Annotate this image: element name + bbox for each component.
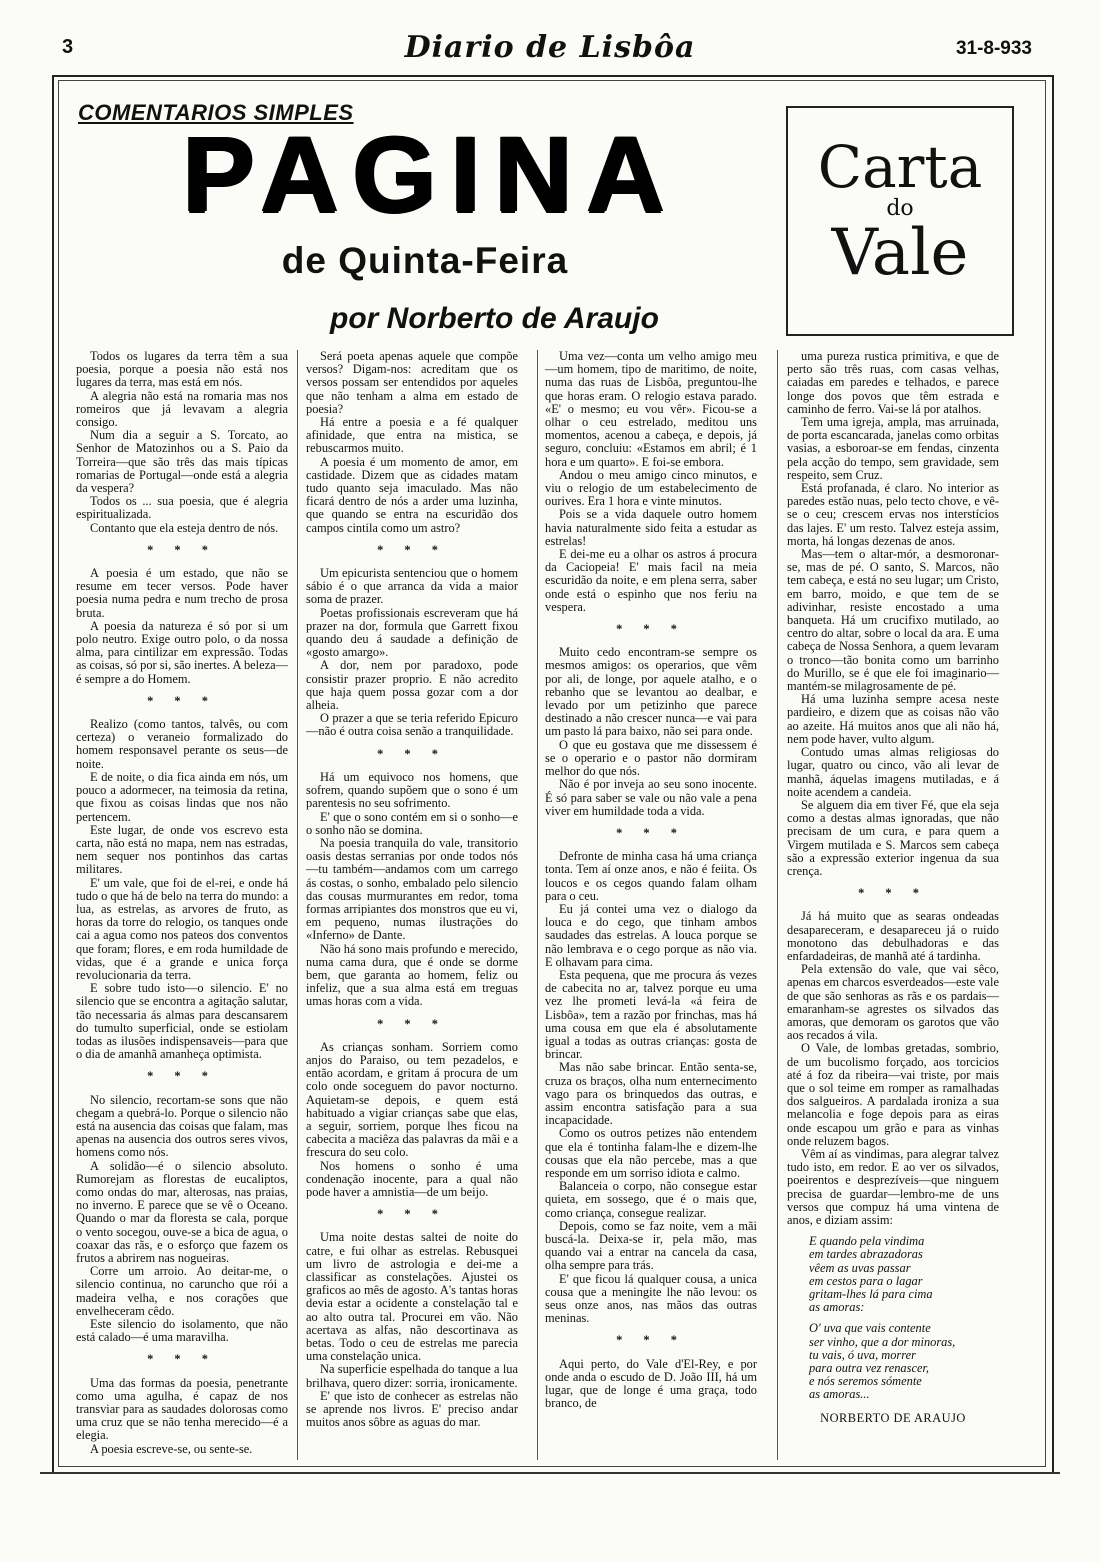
paragraph: E' um vale, que foi de el-rei, e onde há tudo o que há de belo na terra do mundo: a lua, as estrelas, as arvores de fruto, as horas da torre do relogio, os tanques onde cai a agua como nos pateos dos conventos que foram; flores, e em roda humildade de vidas, que é a grande e unica força revolucionaria da terra. [76,875,288,982]
paragraph: uma pureza rustica primitiva, e que de perto são três ruas, com casas velhas, caiadas em paredes e telhados, e parece longe dos povos que têm estrada e caminho de ferro. Vai-se lá por atalhos. [787,349,999,416]
paragraph: Eu já contei uma vez o dialogo da louca e do cego, que tinham ambos saudades das estrelas. A louca porque se não lembrava e o cego porque as não via. E olhavam para cima. [545,901,757,969]
column-divider [537,350,538,1460]
paragraph: Vêm aí as vindimas, para alegrar talvez tudo isto, em redor. E ao ver os silvados, poeirentos e desprezíveis—que ninguem precisa de guardar—lembro-me de uns versos que compuz há uma vintena de anos, e diziam assim: [787,1146,999,1227]
paragraph: Já há muito que as searas ondeadas desapareceram, e desapareceu já o ruido monotono das debulhadoras e das enfardadeiras, de manhã até á tardinha. [787,909,999,963]
paragraph: Defronte de minha casa há uma criança tonta. Tem aí onze anos, e não é feiita. Os loucos e os cegos quando falam olham para o ceu. [545,849,757,903]
paragraph: Poetas profissionais escreveram que há prazer na dor, formula que Garrett fixou quando deu á saudade a definição de «gosto amargo». [306,605,518,660]
section-separator: * * * [377,542,447,557]
paragraph: Andou o meu amigo cinco minutos, e viu o relogio de um estabelecimento de ourives. Era 1 hora e vinte minutos. [545,467,757,509]
paragraph: Nos homens o sonho é uma condenação inocente, para a qual não pode haver a amnistia—de um beijo. [306,1158,518,1199]
paragraph: Há uma luzinha sempre acesa neste pardieiro, e dizem que as coisas não vão ao azeite. Há muitos anos que ali não há, nem pode haver, vulto algum. [787,692,999,746]
carta-do-vale-box [786,106,1014,336]
issue-date: 31-8-933 [955,38,1032,59]
paragraph: Pela extensão do vale, que vai sêco, apenas em charcos esverdeados—este vale de que são senhoras as rãs e os pardais—emaranham-se agrestes os silvados das amoras, que demoram os garotos que vão aos recados á vila. [787,962,999,1043]
paragraph: E' que isto de conhecer as estrelas não se aprende nos livros. E' preciso andar muitos anos sôbre as aguas do mar. [306,1388,518,1430]
article-column-1 [76,350,288,1456]
newspaper-title: Diario de Lisbôa [404,30,696,65]
paragraph: Todos os lugares da terra têm a sua poesia, porque a poesia não está nos lugares da terra, mas está em nós. [76,349,288,390]
paragraph: Uma vez—conta um velho amigo meu—um homem, tipo de maritimo, de noite, numa das ruas de Lisbôa, preguntou-lhe que horas eram. O relogio estava parado. «E' o mesmo; eu vou vêr». Ficou-se a olhar o ceu estrelado, meditou uns momentos, acenou a cabeça, e depois, já seguro, concluiu: «Estamos em abril; é 1 hora e um quarto». E foi-se embora. [545,349,757,469]
section-separator: * * * [377,1207,447,1222]
column-divider [297,350,298,1460]
paragraph: Corre um arroio. Ao deitar-me, o silencio continua, no caruncho que rói a madeira velha, e nos corações que envelheceram cêdo. [76,1264,288,1318]
article-column-2 [306,350,518,1429]
masthead [0,0,1100,72]
article-column-4 [787,350,999,1425]
paragraph: No silencio, recortam-se sons que não chegam a quebrá-lo. Porque o silencio não está na ausencia das coisas que falam, mas apenas na ausencia dos outros seres vivos, homens como nós. [76,1092,288,1160]
section-separator: * * * [147,542,217,557]
section-separator: * * * [616,622,686,637]
paragraph: Num dia a seguir a S. Torcato, ao Senhor de Matozinhos ou a S. Paio da Torreira—que são três das mais típicas romarias de Portugal—onde está a alegria da vespera? [76,428,288,496]
paragraph: E' que ficou lá qualquer cousa, a unica cousa que a meningite lhe não levou: os seus onze anos, nas mãos das outras meninas. [545,1271,757,1326]
carta-title-line3: Vale [831,216,969,290]
poem-stanza: O' uva que vais contente ser vinho, que a dor minoras, tu vais, ó uva, morrer para outra vez renascer, e nós seremos sómente as amoras... [809,1321,956,1402]
paragraph: Está profanada, é claro. No interior as paredes estão nuas, pelo tecto chove, e vê-se o ceu; crescem ervas nos interstícios das lajes. E' um resto. Talvez esteja assim, morta, há longas dezenas de anos. [787,481,999,548]
byline: por Norberto de Araujo [330,302,659,335]
section-label: COMENTARIOS SIMPLES [78,100,354,125]
carta-title-line2: do [886,196,914,221]
paragraph: A alegria não está na romaria mas nos romeiros que já levavam a alegria consigo. [76,388,288,430]
paragraph: Uma das formas da poesia, penetrante como uma agulha, é capaz de nos transviar para as saudades dolorosas como uma cruz que se não tenha merecido—é a elegia. [76,1375,288,1443]
paragraph: Depois, como se faz noite, vem a mãi buscá-la. Deixa-se ir, pela mão, mas quando vai a entrar na cancela da casa, olha sempre para trás. [545,1218,757,1273]
paragraph: Não é por inveja ao seu sono inocente. É só para saber se vale ou não vale a pena viver em humildade toda a vida. [545,777,757,818]
paragraph: Balanceia o corpo, não consegue estar quieta, em sossego, que é o mais que, como criança, consegue realizar. [545,1179,757,1220]
paragraph: O Vale, de lombas gretadas, sombrio, de um bucolismo forçado, aos torcicios até á foz da ribeira—vai triste, por mais que o sol teime em romper as ramalhadas dos salgueiros. A pardalada ironiza a sua melancolia e foge depois para as eiras onde escapou um grão e para as vinhas onde reluzem bagos. [787,1041,999,1148]
paragraph: As crianças sonham. Sorriem como anjos do Paraiso, ou tem pezadelos, e então acordam, e gritam á procura de um colo onde soceguem do pavor nocturno. Aquietam-se depois, e quem está habituado a vigiar crianças sabe que elas, a seguir, sorriem, porque lhes ficou na cabecita a maciêza das palavras da mãi e a frescura do seu colo. [306,1039,518,1160]
paragraph: Não há sono mais profundo e merecido, numa cama dura, que é onde se dorme bem, que garanta ao homem, feliz ou infeliz, que a sua alma está em treguas umas horas com a vida. [306,941,518,1009]
paragraph: A poesia é um momento de amor, em castidade. Dizem que as cidades matam tudo quanto seja imaculado. Mas não ficará dentro de nós a arder uma luzinha, que quando se entra na escuridão dos campos cintila como um astro? [306,454,518,535]
paragraph: Todos os ... sua poesia, que é alegria espiritualizada. [76,494,288,522]
section-separator: * * * [147,1352,217,1367]
paragraph: Muito cedo encontram-se sempre os mesmos amigos: os operarios, que vêm por ali, de longe, por aquele atalho, e o rebanho que se levantou ao dealbar, e levado por um petizinho que parece destinado a não crescer nunca—e vai para um pasto lá para baixo, não sei para onde. [545,645,757,739]
paragraph: Pois se a vida daquele outro homem havia naturalmente sido feita a estudar as estrelas! [545,507,757,548]
section-separator: * * * [147,693,217,708]
subheadline: de Quinta-Feira [281,240,569,281]
section-separator: * * * [377,746,447,761]
paragraph: Este lugar, de onde vos escrevo esta carta, não está no mapa, nem nas estradas, nem sequer nos pontinhos das cartas militares. [76,822,288,877]
paragraph: E' que o sono contém em si o sonho—e o sonho não se domina. [306,809,518,837]
paragraph: O prazer a que se teria referido Epicuro—não é outra coisa senão a tranquilidade. [306,711,518,739]
paragraph: Contudo umas almas religiosas do lugar, quatro ou cinco, vão ali levar de manhã, áquelas imagens mutiladas, e á noite acendem a candeia. [787,745,999,799]
paragraph: Tem uma igreja, ampla, mas arruinada, de porta escancarada, janelas como orbitas vasias, a esboroar-se em fendas, cinzenta pela acção do tempo, sem gravidade, sem respeito, sem Cruz. [787,415,999,482]
paragraph: Se alguem dia em tiver Fé, que ela seja como a destas almas ignoradas, que não precisam de um cura, e para quem a Virgem mutilada e S. Marcos sem cabeça são a expressão exterior ingenua da sua crença. [787,797,999,878]
paragraph: Contanto que ela esteja dentro de nós. [90,520,279,535]
page-number: 3 [62,36,74,58]
paragraph: A solidão—é o silencio absoluto. Rumorejam as florestas de eucaliptos, como ondas do mar, alterosas, nas praias, no inverno. E parece que se vê o Oceano. Quando o mar da floresta se cala, porque o vento socegou, ouve-se a bica de agua, o coaxar das rãs, e o esforço que fazem os frutos a abrirem nas nogueiras. [76,1158,288,1265]
paragraph: Aqui perto, do Vale d'El-Rey, e por onde anda o escudo de D. João III, há um lugar, que de longe é uma graça, todo branco, de [545,1356,757,1411]
poem-stanza: E quando pela vindima em tardes abrazadoras vêem as uvas passar em cestos para o lagar gritam-lhes lá para cima as amoras: [809,1234,933,1315]
paragraph: Este silencio do isolamento, que não está calado—é uma maravilha. [76,1317,288,1345]
carta-title-line1: Carta [817,133,983,201]
headline: PAGINA [181,113,678,234]
paragraph: Um epicurista sentenciou que o homem sábio é o que arranca da vida a maior soma de prazer. [306,566,518,607]
article-column-3 [545,350,757,1410]
paragraph: Há entre a poesia e a fé qualquer afinidade, que entra na mistica, se rebuscarmos muito. [306,415,518,456]
bottom-rule [40,1472,1060,1474]
paragraph: Na poesia tranquila do vale, transitorio oasis destas serranias por onde todos nós—tu também—andamos com um carrego ás costas, o sonho, embalado pelo silencio das cousas murmurantes em redor, toma formas arripiantes dos monstros que eu vi, em pequeno, numas ilustrações do «Inferno» de Dante. [306,835,518,943]
paragraph: Mas não sabe brincar. Então senta-se, cruza os braços, olha num enternecimento vago para os brinquedos das outras, e assim encontra satisfação para a sua incapacidade. [545,1060,757,1128]
section-separator: * * * [616,825,686,840]
paragraph: Esta pequena, que me procura ás vezes de cabecita no ar, talvez porque eu uma vez lhe prometi levá-la «á feira de Lisbôa», tem a razão por frinchas, mas há uma cousa em que ela é absolutamente igual a todas as outras crianças: gosta de brincar. [545,967,757,1062]
section-separator: * * * [377,1016,447,1031]
paragraph: Mas—tem o altar-mór, a desmoronar-se, mas de pé. O santo, S. Marcos, não tem cabeça, e está no seu lugar; um Cristo, em barro, moido, e que tem de se adivinhar, resiste encostado a uma banqueta. Há um crucifixo mutilado, ao centro do altar, sobre o local da ara. E uma cabeça de Nossa Senhora, a quem levaram o tronco—tão bonita como um barrinho do Murillo, se é que ele foi imaginario—mantém-se milagrosamente de pé. [787,547,999,694]
paragraph: Uma noite destas saltei de noite do catre, e fui olhar as estrelas. Rebusquei um livro de astrologia e dei-me a classificar as constelações. Ajustei os graficos ao mês de agosto. A's tantas horas devia estar a ocidente a constelação tal e ao alto outra tal. Procurei em vão. Não acertava as alfas, não descortinava as betas. Todo o ceu de estrelas me parecia uma constelação unica. [306,1230,518,1364]
author-signature: NORBERTO DE ARAUJO [820,1410,966,1425]
section-separator: * * * [616,1333,686,1348]
paragraph: E dei-me eu a olhar os astros á procura da Caciopeia! E' mais facil na meia escuridão da noite, e em plena serra, saber onde está o espinho que nos feriu na vespera. [545,547,757,614]
paragraph: A dor, nem por paradoxo, pode consistir prazer proprio. E não acredito que haja quem possa gozar com a dor alheia. [306,658,518,713]
paragraph: A poesia é um estado, que não se resume em tecer versos. Pode haver poesia numa pedra e num trecho de prosa bruta. [76,566,288,620]
section-separator: * * * [858,886,928,901]
paragraph: Na superficie espelhada do tanque a lua brilhava, quero dizer: sorria, ironicamente. [306,1362,518,1390]
paragraph: A poesia da natureza é só por si um polo neutro. Exige outro polo, o da nossa alma, para cintilizar em expressão. Todas as coisas, só por si, são inertes. A beleza—é sempre a do Homem. [76,618,288,686]
paragraph: Há um equivoco nos homens, que sofrem, quando supõem que o sono é um parentesis no seu sofrimento. [306,769,518,811]
paragraph: E sobre tudo isto—o silencio. E' no silencio que se encontra a agitação salutar, tão necessaria ás almas para descansarem do tumulto superficial, onde se estiolam todas as ilusões indispensaveis—para que o dia de amanhã amanheça optimista. [76,981,288,1062]
paragraph: E de noite, o dia fica ainda em nós, um pouco a adormecer, na teimosia da retina, que fixou as coisas lindas que nos não pertencem. [76,769,288,824]
paragraph: O que eu gostava que me dissessem é se o operario e o pastor não dormiram melhor do que nós. [545,737,757,779]
paragraph: Será poeta apenas aquele que compõe versos? Digam-nos: acreditam que os versos possam ser entendidos por aqueles que não tenham a alma em estado de poesia? [306,349,518,416]
section-separator: * * * [147,1069,217,1084]
column-divider [777,350,778,1460]
paragraph: A poesia escreve-se, ou sente-se. [90,1441,253,1456]
paragraph: Como os outros petizes não entendem que ela é tontinha falam-lhe e dizem-lhe cousas que ela não percebe, mas a que responde em um sorriso idiota e calmo. [545,1126,757,1180]
paragraph: Realizo (como tantos, talvês, ou com certeza) o veraneio formalizado do homem responsavel perante os seus—de noite. [76,717,288,771]
